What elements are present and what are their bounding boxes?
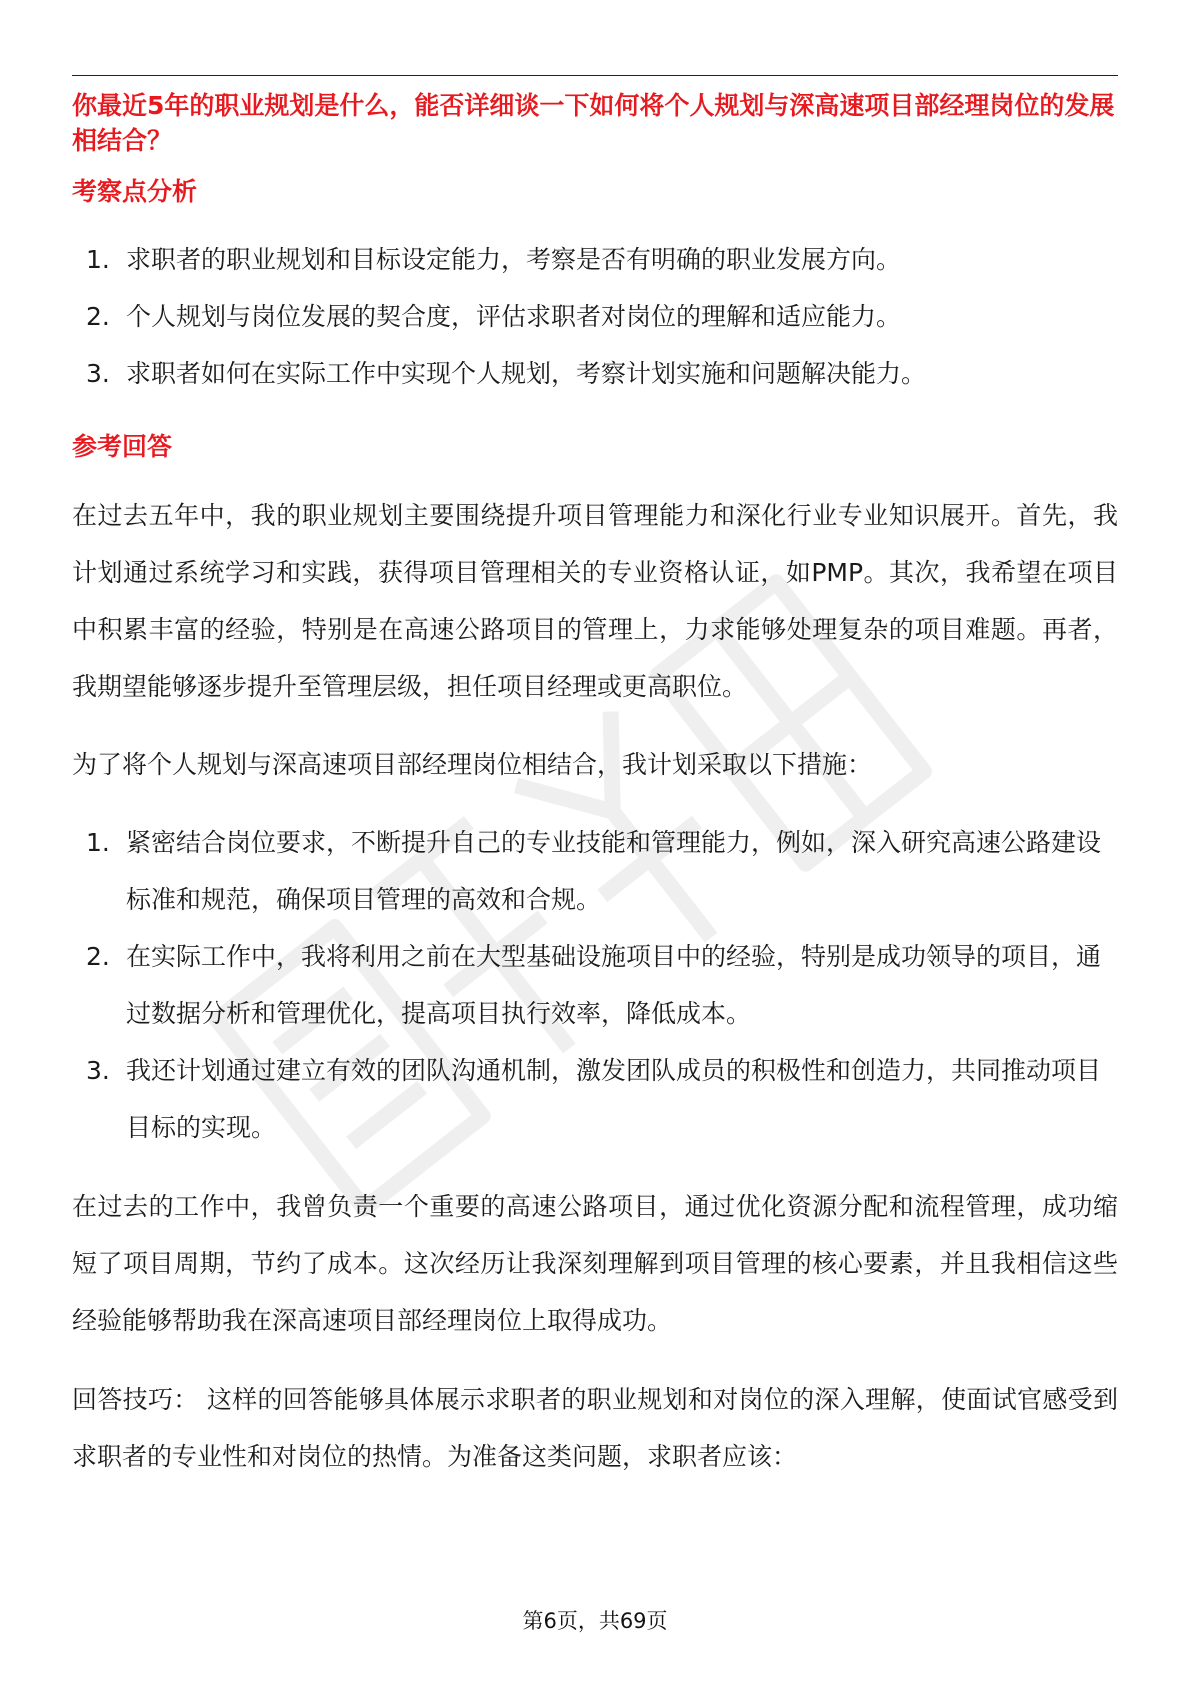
page-number: 第6页，共69页 (522, 1609, 668, 1633)
list-item-number: 2. (86, 302, 110, 331)
list-item-text: 在实际工作中，我将利用之前在大型基础设施项目中的经验，特别是成功领导的项目，通过数据分析和管理优化，提高项目执行效率，降低成本。 (126, 942, 1102, 1028)
list-item (72, 928, 1118, 1042)
analysis-heading: 考察点分析 (72, 177, 198, 206)
answer-paragraph-2: 为了将个人规划与深高速项目部经理岗位相结合，我计划采取以下措施： (72, 750, 873, 779)
header-divider (72, 75, 1118, 76)
answer-tips-paragraph: 回答技巧： 这样的回答能够具体展示求职者的职业规划和对岗位的深入理解，使面试官感受到求职者的专业性和对岗位的热情。为准备这类问题，求职者应该： (72, 1385, 1118, 1471)
list-item (72, 288, 1118, 345)
list-item (72, 814, 1118, 928)
list-item-text: 我还计划通过建立有效的团队沟通机制，激发团队成员的积极性和创造力，共同推动项目目标的实现。 (126, 1056, 1102, 1142)
list-item-number: 1. (86, 245, 110, 274)
list-item (72, 231, 1118, 288)
list-item-text: 求职者的职业规划和目标设定能力，考察是否有明确的职业发展方向。 (126, 245, 902, 274)
measures-list (72, 814, 1118, 1156)
answer-heading: 参考回答 (72, 432, 173, 461)
list-item-text: 求职者如何在实际工作中实现个人规划，考察计划实施和问题解决能力。 (126, 359, 927, 388)
interview-question: 你最近5年的职业规划是什么，能否详细谈一下如何将个人规划与深高速项目部经理岗位的发展相结合？ (72, 91, 1115, 155)
document-body (72, 88, 1118, 1485)
list-item-text: 紧密结合岗位要求，不断提升自己的专业技能和管理能力，例如，深入研究高速公路建设标准和规范，确保项目管理的高效和合规。 (126, 828, 1102, 914)
list-item-number: 1. (86, 828, 110, 857)
list-item-number: 3. (86, 359, 110, 388)
analysis-list (72, 231, 1118, 402)
answer-paragraph-3: 在过去的工作中，我曾负责一个重要的高速公路项目，通过优化资源分配和流程管理，成功缩短了项目周期，节约了成本。这次经历让我深刻理解到项目管理的核心要素，并且我相信这些经验能够帮助我在深高速项目部经理岗位上取得成功。 (72, 1192, 1118, 1335)
list-item-number: 2. (86, 942, 110, 971)
answer-paragraph-1: 在过去五年中，我的职业规划主要围绕提升项目管理能力和深化行业专业知识展开。首先，我计划通过系统学习和实践，获得项目管理相关的专业资格认证，如PMP。其次，我希望在项目中积累丰富的经验，特别是在高速公路项目的管理上，力求能够处理复杂的项目难题。再者，我期望能够逐步提升至管理层级，担任项目经理或更高职位。 (72, 501, 1118, 701)
list-item-number: 3. (86, 1056, 110, 1085)
list-item (72, 345, 1118, 402)
list-item (72, 1042, 1118, 1156)
list-item-text: 个人规划与岗位发展的契合度，评估求职者对岗位的理解和适应能力。 (126, 302, 902, 331)
